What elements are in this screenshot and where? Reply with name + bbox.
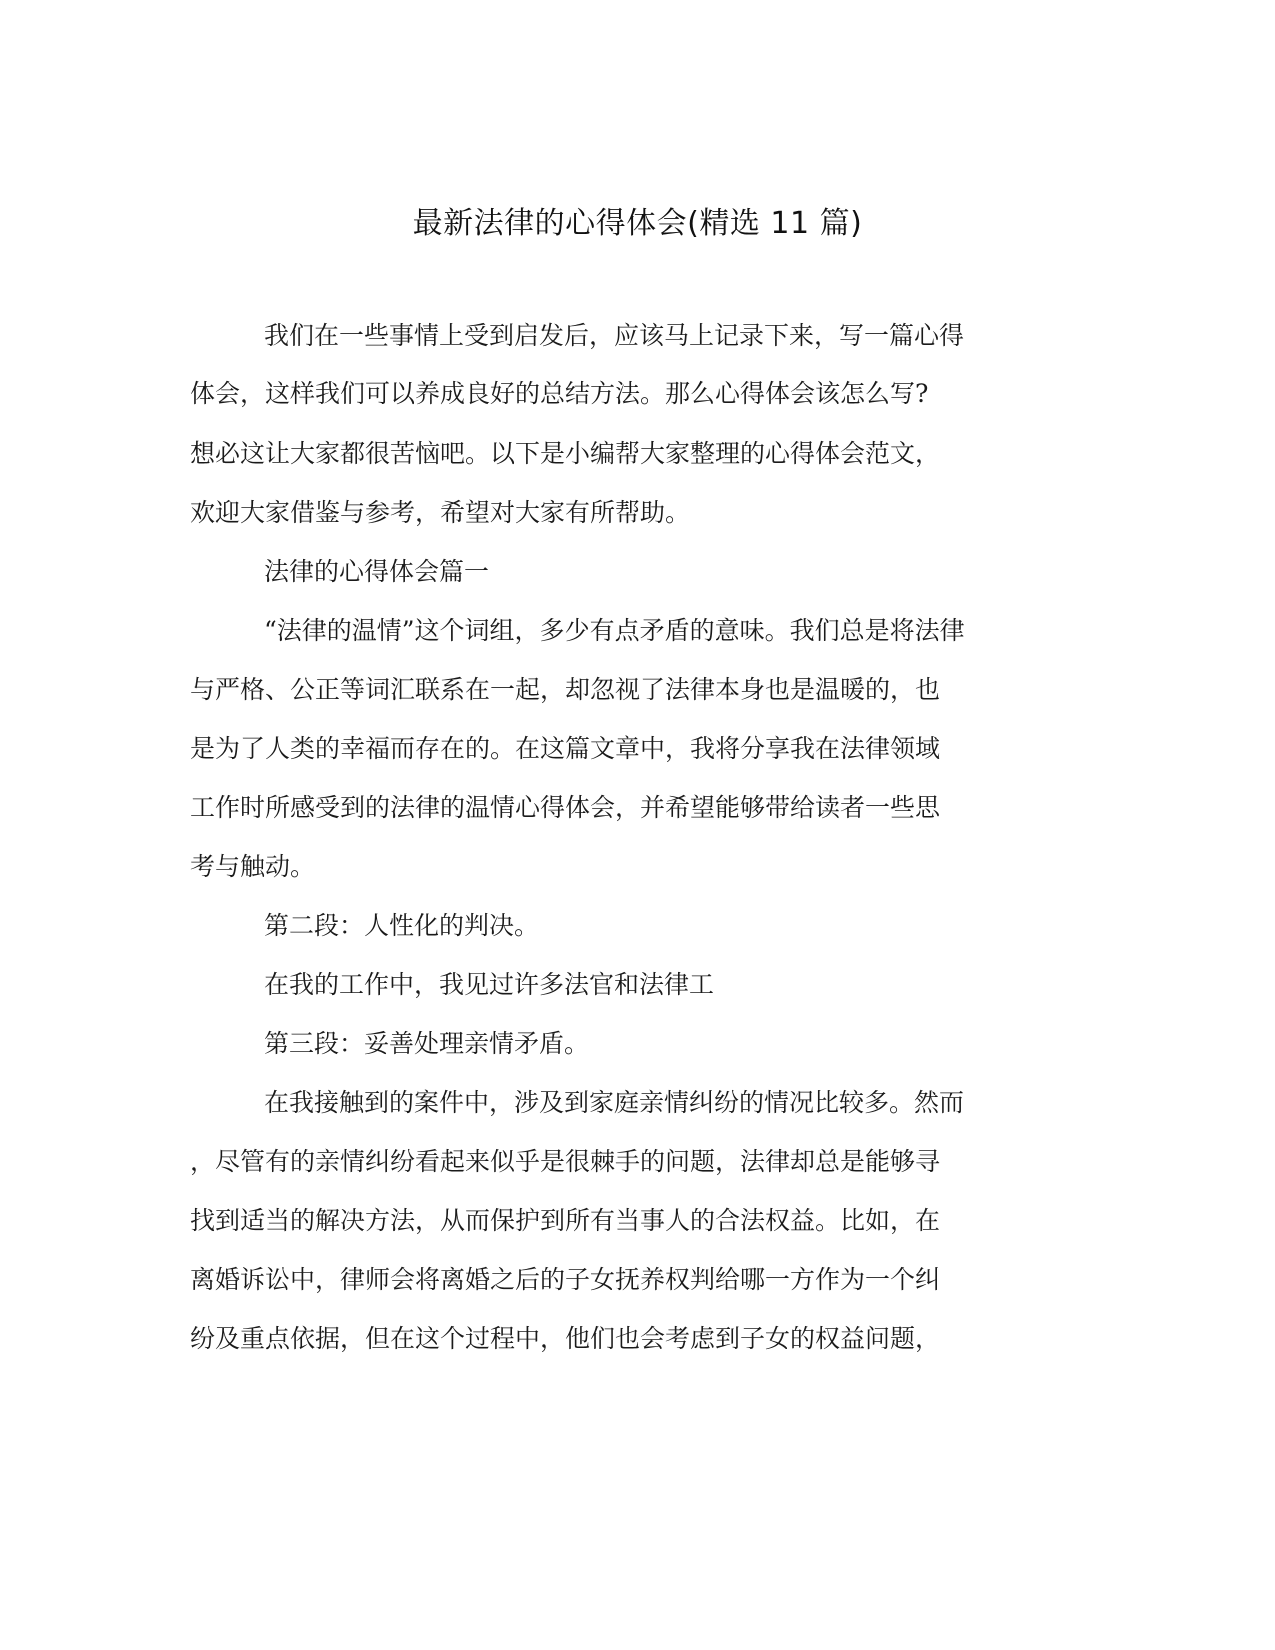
section-heading: 第三段：妥善处理亲情矛盾。 — [264, 1029, 590, 1058]
paragraph-line: 离婚诉讼中，律师会将离婚之后的子女抚养权判给哪一方作为一个纠 — [190, 1265, 941, 1294]
paragraph-line: 工作时所感受到的法律的温情心得体会，并希望能够带给读者一些思 — [190, 793, 941, 822]
paragraph-line: 与严格、公正等词汇联系在一起，却忽视了法律本身也是温暖的，也 — [190, 675, 941, 704]
paragraph-line: 体会，这样我们可以养成良好的总结方法。那么心得体会该怎么写? — [190, 379, 929, 408]
paragraph-line: 是为了人类的幸福而存在的。在这篇文章中，我将分享我在法律领域 — [190, 734, 941, 763]
paragraph-line: 在我接触到的案件中，涉及到家庭亲情纠纷的情况比较多。然而 — [264, 1088, 965, 1117]
paragraph-line: 我们在一些事情上受到启发后，应该马上记录下来，写一篇心得 — [264, 321, 965, 350]
paragraph-line: “法律的温情”这个词组，多少有点矛盾的意味。我们总是将法律 — [264, 616, 965, 645]
paragraph-line: 在我的工作中，我见过许多法官和法律工 — [264, 970, 715, 999]
paragraph-line: 欢迎大家借鉴与参考，希望对大家有所帮助。 — [190, 498, 691, 527]
paragraph-line: 纷及重点依据，但在这个过程中，他们也会考虑到子女的权益问题， — [190, 1324, 941, 1353]
section-heading: 第二段：人性化的判决。 — [264, 911, 540, 940]
paragraph-line: 想必这让大家都很苦恼吧。以下是小编帮大家整理的心得体会范文， — [190, 439, 941, 468]
paragraph-line: ，尽管有的亲情纠纷看起来似乎是很棘手的问题，法律却总是能够寻 — [190, 1147, 941, 1176]
page-title: 最新法律的心得体会(精选 11 篇) — [412, 206, 863, 241]
paragraph-line: 找到适当的解决方法，从而保护到所有当事人的合法权益。比如，在 — [190, 1206, 941, 1235]
section-heading: 法律的心得体会篇一 — [264, 557, 490, 586]
paragraph-line: 考与触动。 — [190, 852, 316, 881]
